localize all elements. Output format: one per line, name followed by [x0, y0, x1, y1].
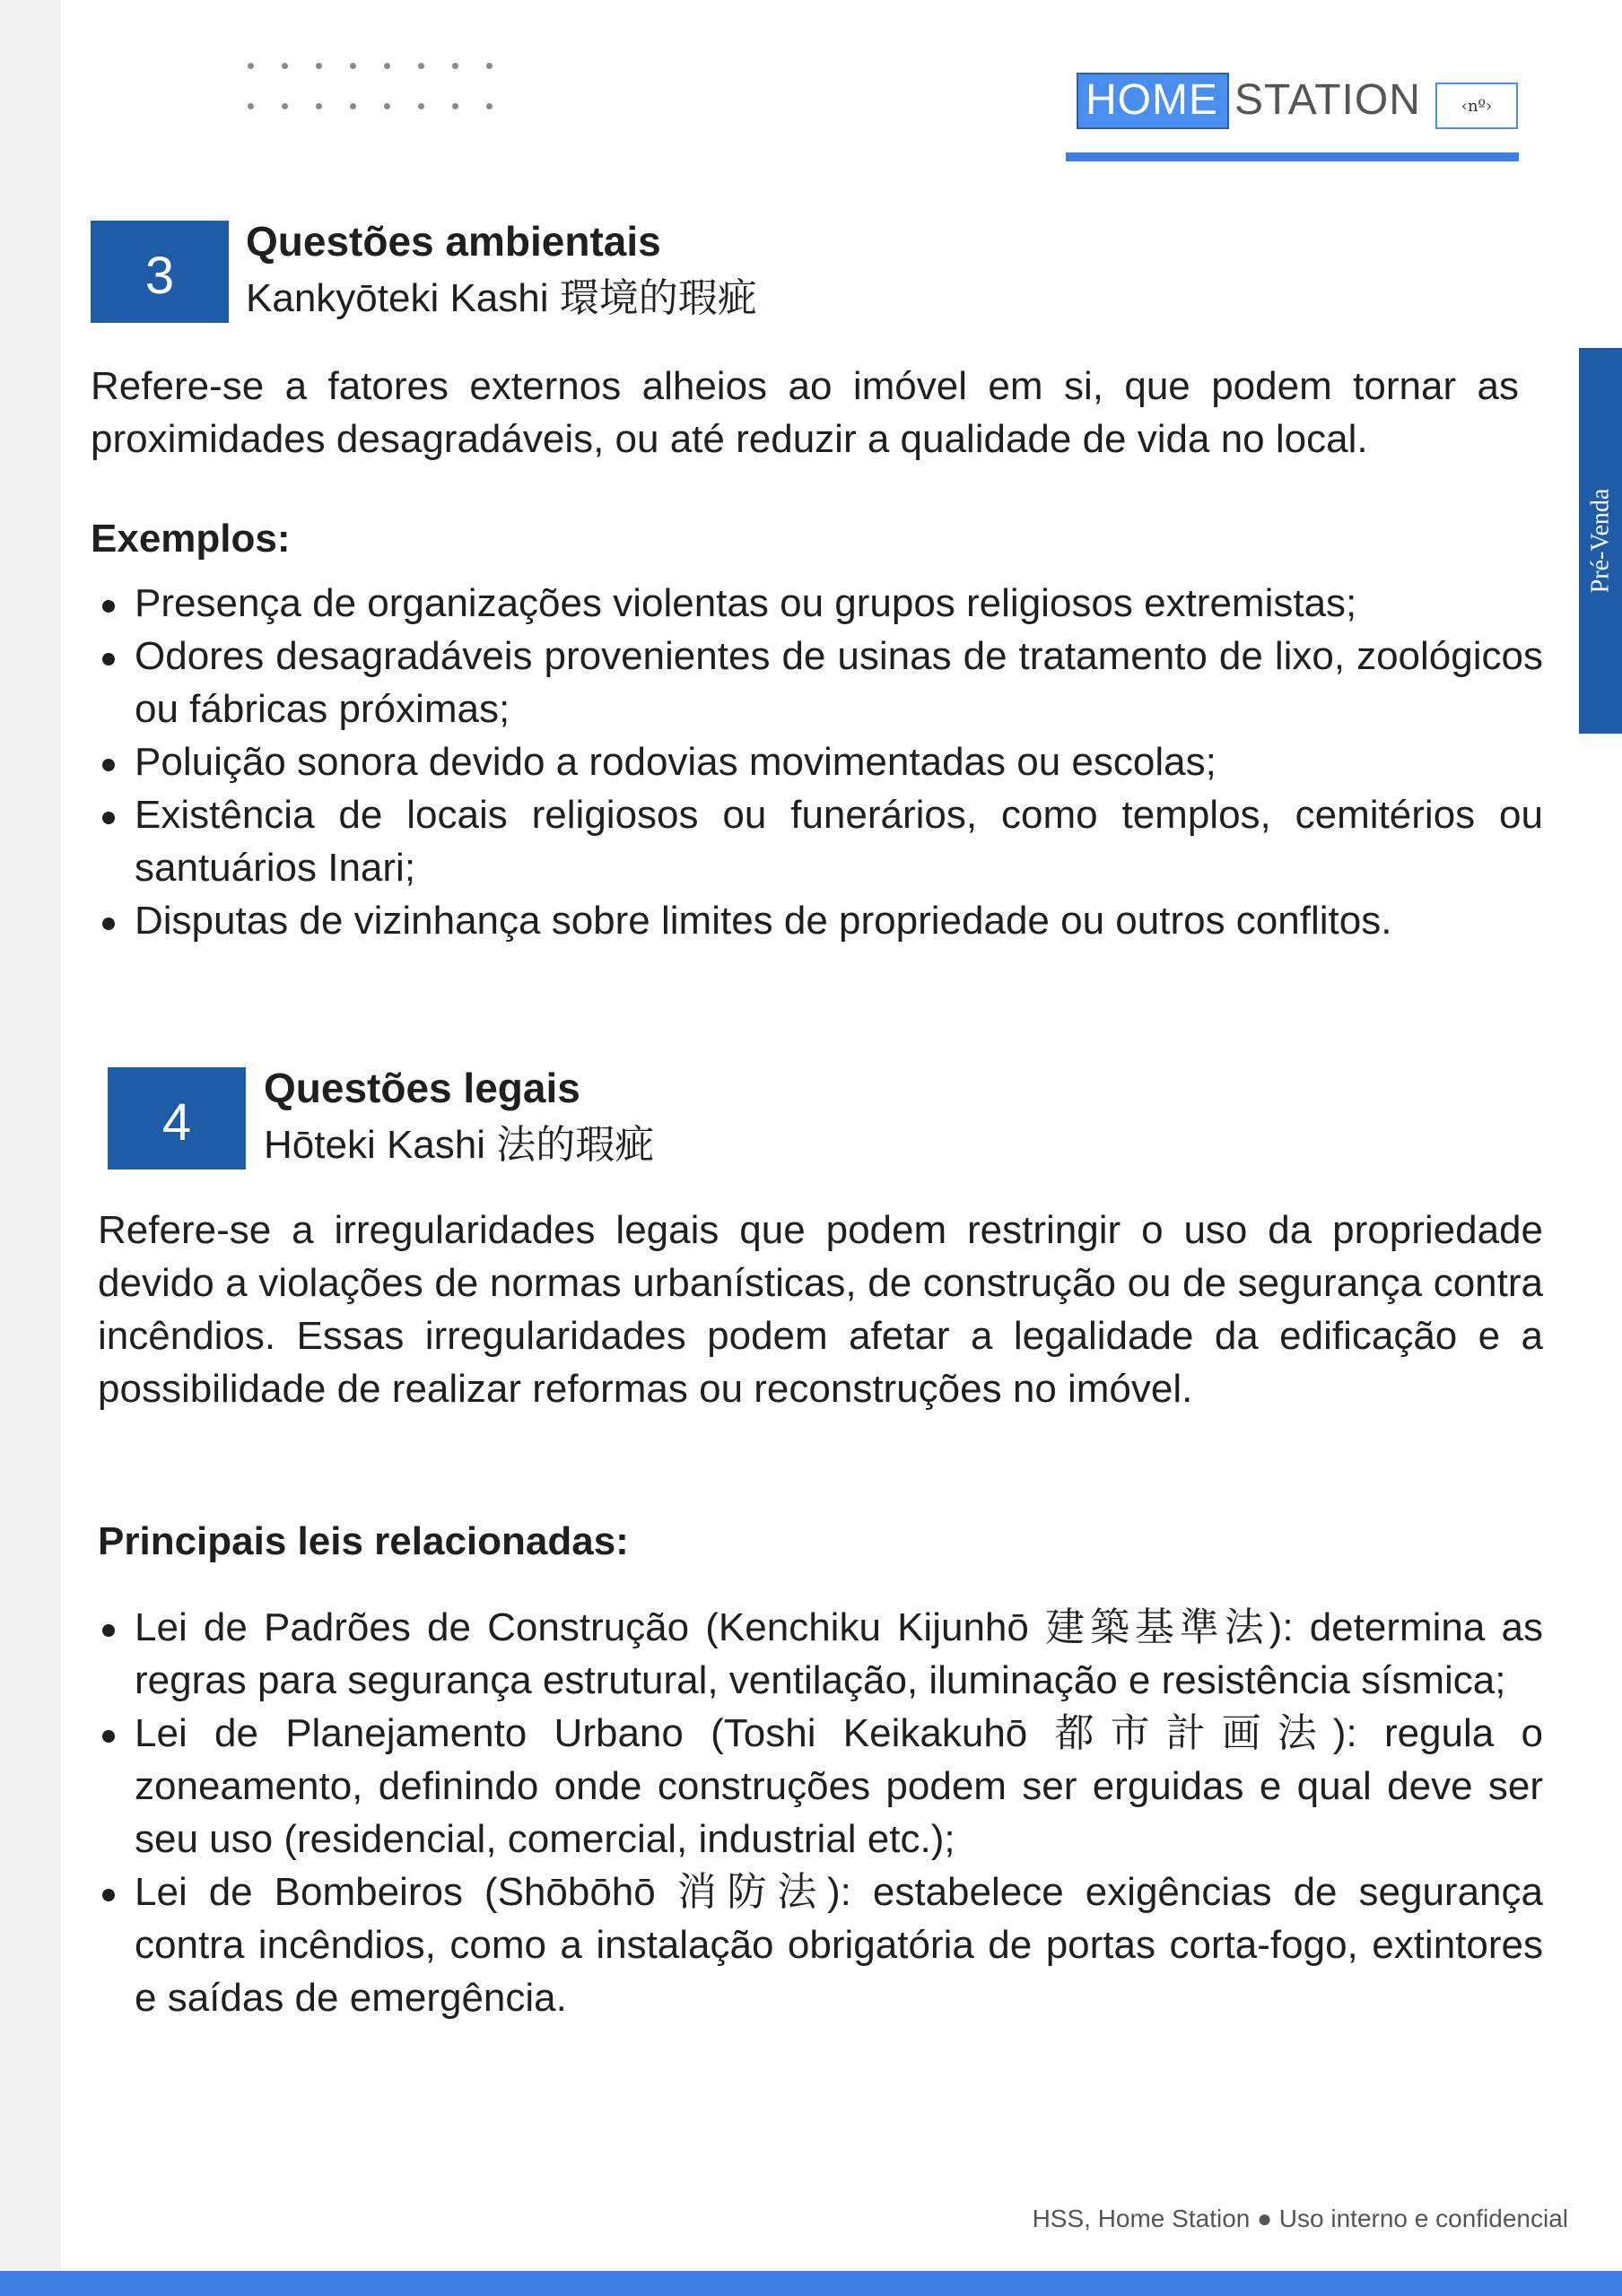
section-3-title: Questões ambientais — [246, 218, 661, 265]
bottom-accent-bar — [0, 2271, 1622, 2296]
logo-underline — [1066, 152, 1519, 161]
footer-text: HSS, Home Station ● Uso interno e confidencial — [1032, 2205, 1568, 2232]
list-item: Presença de organizações violentas ou grupos religiosos extremistas; — [92, 577, 1543, 630]
list-item: Existência de locais religiosos ou funerários, como templos, cemitérios ou santuários Inari; — [92, 788, 1543, 894]
list-item: Odores desagradáveis provenientes de usinas de tratamento de lixo, zoológicos ou fábricas próximas; — [92, 630, 1543, 735]
side-tab-label: Pré-Venda — [1586, 488, 1614, 594]
page-number: ‹nº› — [1435, 83, 1518, 129]
list-item: Poluição sonora devido a rodovias movimentadas ou escolas; — [92, 735, 1543, 788]
decorative-dot-grid — [248, 63, 499, 126]
list-item: Lei de Padrões de Construção (Kenchiku Kijunhō 建築基準法): determina as regras para segurança estrutural, ventilação, iluminação e resistência sísmica; — [92, 1601, 1543, 1707]
section-3-description: Refere-se a fatores externos alheios ao imóvel em si, que podem tornar as proximidades desagradáveis, ou até reduzir a qualidade de vida no local. — [91, 364, 1519, 461]
section-4-title: Questões legais — [264, 1065, 580, 1111]
list-item: Lei de Planejamento Urbano (Toshi Keikakuhō 都市計画法): regula o zoneamento, definindo onde construções podem ser erguidas e qual deve ser seu uso (residencial, comercial, industrial etc.); — [92, 1707, 1543, 1866]
section-3-subtitle: Kankyōteki Kashi 環境的瑕疵 — [246, 276, 757, 320]
section-4-description: Refere-se a irregularidades legais que podem restringir o uso da propriedade devido a violações de normas urbanísticas, de construção ou de segurança contra incêndios. Essas irregularidades podem afetar a legalidade da edificação e a possibilidade de realizar reformas ou reconstruções no imóvel. — [98, 1208, 1543, 1411]
left-margin-band — [0, 0, 61, 2296]
logo-home-text: HOME — [1077, 73, 1229, 129]
section-3-examples-list — [92, 577, 1543, 947]
section-4-laws-list — [92, 1601, 1543, 2024]
section-4-subtitle: Hōteki Kashi 法的瑕疵 — [264, 1123, 655, 1167]
home-station-logo — [1066, 70, 1519, 163]
list-item: Lei de Bombeiros (Shōbōhō 消防法): estabelece exigências de segurança contra incêndios, como a instalação obrigatória de portas corta-fogo, extintores e saídas de emergência. — [92, 1866, 1543, 2024]
section-4-laws-label: Principais leis relacionadas: — [98, 1519, 629, 1563]
side-tab — [1579, 348, 1622, 734]
logo-station-text: STATION — [1234, 76, 1421, 124]
section-4-number: 4 — [108, 1067, 246, 1170]
list-item: Disputas de vizinhança sobre limites de propriedade ou outros conflitos. — [92, 894, 1543, 947]
section-3-number: 3 — [91, 221, 229, 323]
section-3-examples-label: Exemplos: — [91, 517, 291, 561]
